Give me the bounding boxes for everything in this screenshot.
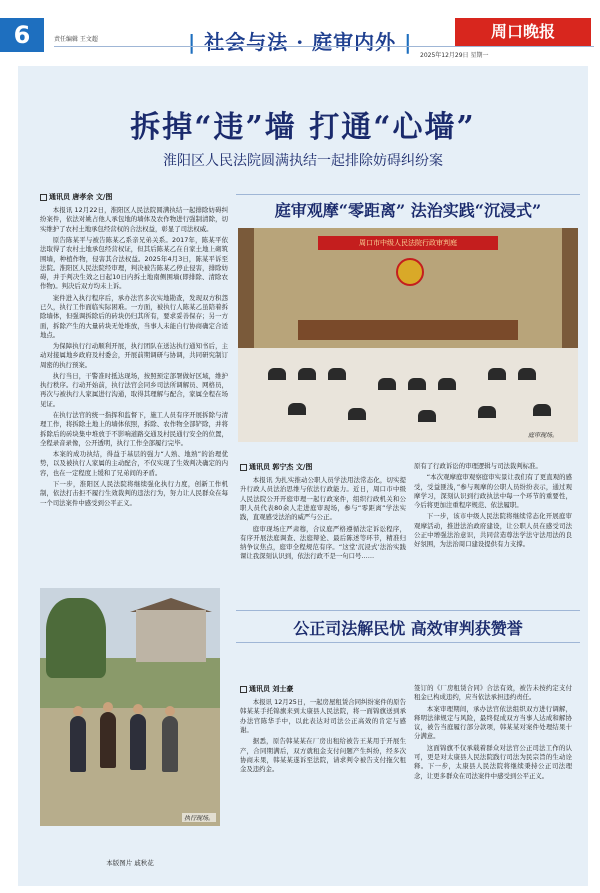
article-paragraph: 庭审现场庄严肃穆，合议庭严格遵循法定诉讼程序，有序开展法庭调查、法庭辩论、最后陈述等环节，精准归纳争议焦点，庭审全程规范有序。“这堂‘沉浸式’法治实践课让我深刻认识到，依法行政不是一句口号…… <box>240 524 406 561</box>
field-photo-caption: 执行现场。 <box>183 815 214 822</box>
article-paragraph: 本报讯 12月25日，一起房屋租赁合同纠纷案件的原告韩某某手托锦旗来到太康县人民法院，将一面锦旗送到承办法官陈华手中，以此表达对司法公正高效的肯定与感谢。 <box>240 698 406 734</box>
main-headline: 拆掉“违”墙 打通“心墙” <box>130 110 476 145</box>
article-paragraph: 本报讯 12月22日，淮阳区人民法院圆满执结一起排除妨碍纠纷案件，依法对姚占他人承包地的墙体及农作物进行强制清除，切实维护了农村土地承包经营权的合法权益，彰显了司法权威。 <box>40 206 228 233</box>
person-figure <box>162 716 178 772</box>
article-paragraph: 本报讯 为扎实推动公职人员学法用法常态化，切实提升行政人员法治思维与依法行政能力。近日，周口市中级人民法院公开开庭审理一起行政案件，组织行政机关和公职人员代表80余人走进庭审现场，参与“零距离”学法实践，直观感受法治的威严与公正。 <box>240 476 406 522</box>
article-left-byline: 通讯员 唐孝余 文/图 <box>40 192 228 202</box>
article-paragraph: 原有了行政诉讼的审理逻辑与司法裁判标准。 <box>414 462 542 470</box>
article-paragraph: 案件进入执行程序后，承办法官多次实地勘查，发现双方积怨已久，执行工作面临实际困难。一方面，被执行人陈某乙虽陪着拆除墙体，但强调拆除后的砖块仍归其所有，要求妥善保存；另一方面，拆除产生的大量砖块无处堆放，当事人未能自行协商确定合适地点。 <box>40 293 228 339</box>
courtroom-photo <box>238 228 578 442</box>
court-photo-caption: 庭审现场。 <box>527 432 558 439</box>
court-banner: 周口市中级人民法院行政审判庭 <box>318 236 498 250</box>
article-paragraph: 原告陈某平与被告陈某乙系亲兄弟关系。2017年，陈某平依法取得了农村土地承包经营权证，但其后陈某乙在自家土地上砌筑围墙，种植作物，侵害其合法权益。2025年4月3日，陈某平诉至法院。淮阳区人民法院经审理，判决被告陈某乙停止侵害，排除妨碍，并于判决生效之日起10日内拆土地南侧围墙(即排除、清除农作物)。判决后双方均未上诉。 <box>40 235 228 291</box>
date-line: 2025年12月29日 星期一 <box>420 52 489 59</box>
article-paragraph: 据悉，原告韩某某在厂房出租给被告王某用于开展生产，合同期满后，双方就租金支付问题产生纠纷，经多次协商未果，韩某某遂诉至法院，请求判令被告支付拖欠租金及违约金。 <box>240 737 406 774</box>
header-divider <box>54 46 594 47</box>
article-paragraph: “本次观摩庭审观察庭审实景让我们有了更直观的感受，受益匪浅，”参与观摩的公职人员纷纷表示，通过观摩学习，深刻认识到行政执法中每一个环节的重要性，今后将更加注重程序规范、依法履职。 <box>414 473 572 510</box>
byline-icon <box>240 686 247 693</box>
article-paragraph: 下一步，该市中级人民法院将继续常态化开展庭审观摩活动，推进法治政府建设，让公职人员在感受司法公正中增强法治意识，共同营造尊法学法守法用法的良好氛围，为法治周口建设提供有力支撑。 <box>414 512 572 549</box>
house-shape <box>136 610 206 662</box>
article-paragraph: 下一步，淮阳区人民法院将继续强化执行力度，创新工作机制，依法打击拒不履行生效裁判的违法行为，努力让人民群众在每一个司法案件中感受到公平正义。 <box>40 480 228 507</box>
section-title: | 社会与法 · 庭审内外 | <box>188 30 413 54</box>
contract-article-byline: 通讯员 刘士豪 <box>240 684 406 694</box>
tree-shape <box>46 598 106 678</box>
section-title-a: 社会与法 <box>204 30 289 54</box>
main-subheadline: 淮阳区人民法院圆满执结一起排除妨碍纠纷案 <box>163 153 443 169</box>
court-article-right <box>414 462 572 552</box>
contract-article-left <box>240 684 406 776</box>
article-paragraph: 在执行法官的统一指挥和监督下，施工人员有序开展拆除与清理工作，将拆除土地上的墙体依照，拆除、农作物全部铲除，并将拆除后的砖块集中堆放于不影响道路交通及村民通行安全的位置，全程录音录像，公开透明，执行工作全部履行完毕。 <box>40 411 228 447</box>
divider <box>236 610 580 611</box>
person-figure <box>100 712 116 768</box>
contract-article-right <box>414 684 572 783</box>
photo-credit: 本版图片 戚秋花 <box>106 859 154 867</box>
contract-article-heading: 公正司法解民忧 高效审判获赞誉 <box>293 619 523 638</box>
article-left <box>40 192 228 510</box>
divider <box>236 194 580 195</box>
article-paragraph: 为保障执行行动顺利开展，执行团队在送达执行通知书后，主动对接属地乡政府及村委会，开展前期调研与协调，共同研究制订周密的执行预案。 <box>40 342 228 369</box>
editor-line: 责任编辑 王文超 <box>54 36 98 43</box>
page-number: 6 <box>0 18 44 52</box>
court-article-heading: 庭审观摩“零距离” 法治实践“沉浸式” <box>274 201 542 220</box>
field-photo <box>40 588 220 826</box>
newspaper-logo: 周口晚报 <box>455 18 591 46</box>
judge-bench <box>298 320 518 340</box>
article-paragraph: 这面锦旗不仅承载着群众对法官公正司法工作的认可，更是对太康县人民法院践行司法为民宗旨的生动诠释。下一步，太康县人民法院将继续秉持公正司法理念，让更多群众在司法案件中感受到公平正义。 <box>414 743 572 780</box>
court-emblem-icon <box>396 258 424 286</box>
byline-icon <box>240 464 247 471</box>
article-paragraph: 执行当日，干警准时抵达现场，按照预定部署做好区域，维护执行秩序。行动开始前，执行法官会同乡司法所调解员、网格员，再次与被执行人家属进行沟通，取得其理解与配合，家属全程在场见证。 <box>40 371 228 408</box>
section-title-b: 庭审内外 <box>312 30 397 54</box>
court-article-left <box>240 462 406 564</box>
court-article-byline: 通讯员 郭宁杰 文/图 <box>240 462 406 472</box>
article-paragraph: 签订的《厂房租赁合同》合法有效，被告未按约定支付租金已构成违约，应当依法承担违约责任。 <box>414 684 572 702</box>
person-figure <box>70 716 86 772</box>
person-figure <box>130 714 146 770</box>
article-paragraph: 本案审理期间，承办法官依法组织双方进行调解，释明法律规定与风险，最终促成双方当事人达成和解协议，被告当庭履行部分款项，韩某某对案件处理结果十分满意。 <box>414 704 572 741</box>
article-paragraph: 本案的成功执结，得益于基层的强力“人熟、地熟”的治理优势，以及被执行人家属的主动配合，不仅实现了生效判决确定的内容，也在一定程度上缓和了兄弟间的矛盾。 <box>40 450 228 477</box>
divider <box>236 642 580 643</box>
byline-icon <box>40 194 47 201</box>
page-header <box>0 0 600 62</box>
